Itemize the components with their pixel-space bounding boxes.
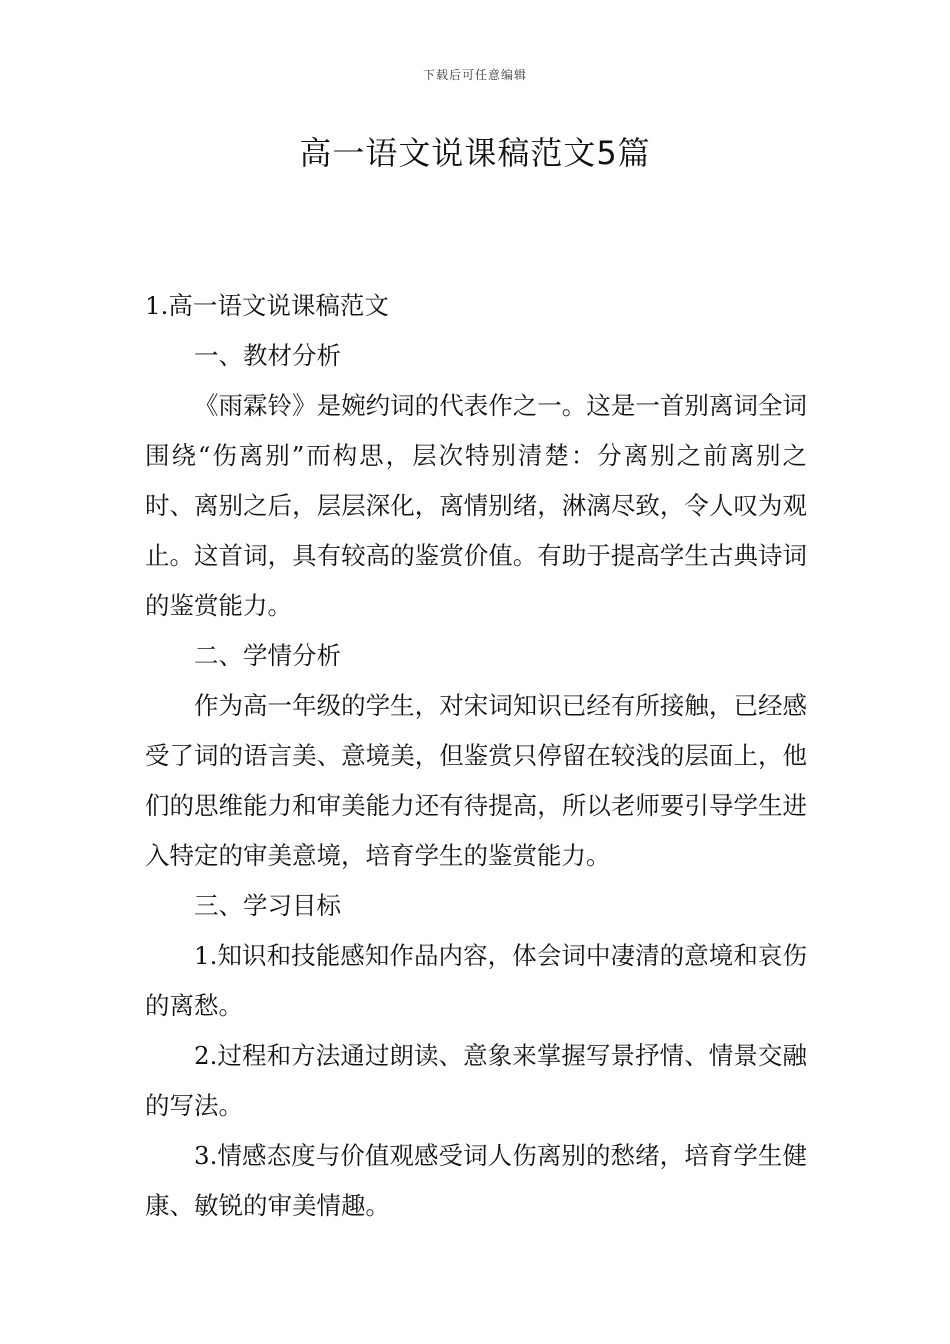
- learning-goal-1: 1.知识和技能感知作品内容，体会词中凄清的意境和哀伤的离愁。: [145, 941, 807, 1020]
- document-title: 高一语文说课稿范文5篇: [299, 134, 651, 172]
- learning-goal-3: 3.情感态度与价值观感受词人伤离别的愁绪，培育学生健康、敏锐的审美情趣。: [145, 1141, 807, 1220]
- paragraph-student-analysis: 作为高一年级的学生，对宋词知识已经有所接触，已经感受了词的语言美、意境美，但鉴赏只停留在较浅的层面上，他们的思维能力和审美能力还有待提高，所以老师要引导学生进入特定的审美意境，培育学生的鉴赏能力。: [145, 691, 807, 870]
- header-note: 下载后可任意编辑: [422, 68, 527, 82]
- paragraph-teaching-material: 《雨霖铃》是婉约词的代表作之一。这是一首别离词全词围绕“伤离别”而构思，层次特别清楚：分离别之前离别之时、离别之后，层层深化，离情别绪，淋漓尽致，令人叹为观止。这首词，具有较高的鉴赏价值。有助于提高学生古典诗词的鉴赏能力。: [145, 391, 807, 620]
- item-title: 1.高一语文说课稿范文: [145, 291, 389, 320]
- section-heading-learning-goals: 三、学习目标: [194, 891, 341, 920]
- section-heading-teaching-material: 一、教材分析: [194, 341, 341, 370]
- document-body: [145, 281, 807, 1231]
- learning-goal-2: 2.过程和方法通过朗读、意象来掌握写景抒情、情景交融的写法。: [145, 1041, 807, 1120]
- section-heading-student-analysis: 二、学情分析: [194, 641, 341, 670]
